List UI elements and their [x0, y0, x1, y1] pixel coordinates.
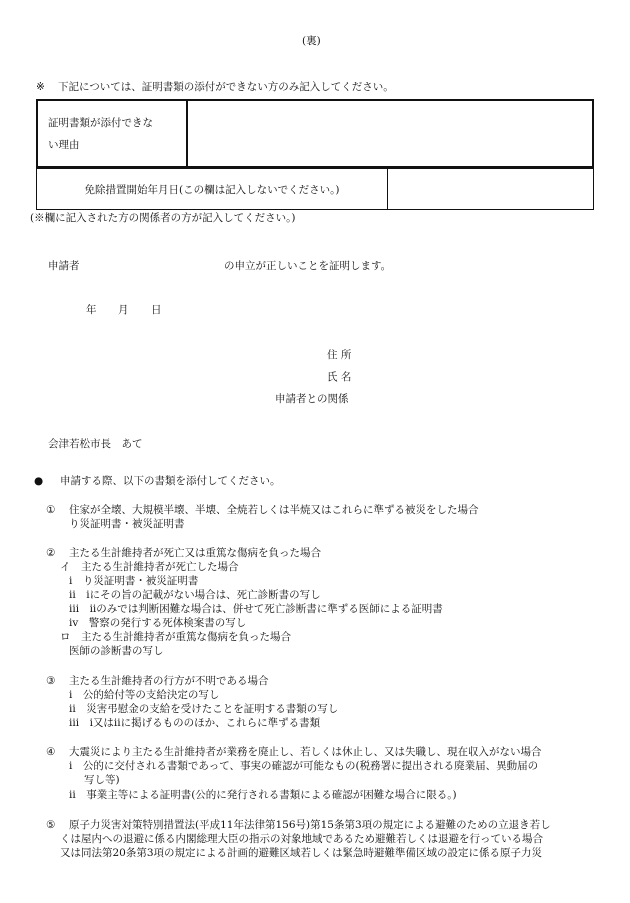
- year-label: 年: [86, 304, 97, 316]
- notice-text: 下記については、証明書類の添付ができない方のみ記入してください。: [58, 81, 394, 93]
- item1-line2: り災証明書・被災証明書: [69, 518, 185, 530]
- item2-number: ②: [46, 547, 56, 559]
- item2-i-sub2: ii iにその旨の記載がない場合は、死亡診断書の写し: [69, 589, 321, 601]
- reason-table: [36, 99, 594, 168]
- attachments-heading: 申請する際、以下の書類を添付してください。: [60, 475, 281, 487]
- reason-label-cell: [37, 100, 187, 167]
- exemption-table: [36, 168, 594, 210]
- reason-label-line1: 証明書類が添付できな: [48, 116, 153, 129]
- item2-line1: 主たる生計維持者が死亡又は重篤な傷病を負った場合: [69, 547, 321, 559]
- bullet-icon: ●: [34, 475, 44, 487]
- notice-mark: ※: [36, 81, 45, 93]
- item5-line3: 又は同法第20条第3項の規定による計画的避難区域若しくは緊急時避難準備区域の設定に係る原子力災: [60, 847, 543, 859]
- related-note: (※欄に記入された方の関係者の方が記入してください。): [30, 212, 296, 224]
- item4-sub-ii: ii 事業主等による証明書(公的に発行される書類による確認が困難な場合に限る。): [69, 789, 457, 801]
- item4-sub-i-line1: i 公的に交付される書類であって、事実の確認が可能なもの(税務署に提出される廃業届、異動届の: [69, 760, 539, 772]
- exemption-input-cell[interactable]: [388, 169, 594, 210]
- name-label: 氏 名: [327, 371, 352, 383]
- item2-i-sub4: iv 警察の発行する死体検案書の写し: [69, 617, 247, 629]
- exemption-label: 免除措置開始年月日(この欄は記入しないでください。): [37, 169, 388, 210]
- item5-number: ⑤: [46, 819, 56, 831]
- item2-i-sub3: iii iiのみでは判断困難な場合は、併せて死亡診断書に準ずる医師による証明書: [69, 603, 443, 615]
- item3-sub2: ii 災害弔慰金の支給を受けたことを証明する書類の写し: [69, 703, 339, 715]
- item1-line1: 住家が全壊、大規模半壊、半壊、全焼若しくは半焼又はこれらに準ずる被災をした場合: [69, 504, 479, 516]
- item5-line1: 原子力災害対策特別措置法(平成11年法律第156号)第15条第3項の規定による避難のための立退き若し: [69, 819, 551, 831]
- item2-ro-heading: ロ 主たる生計維持者が重篤な傷病を負った場合: [60, 631, 291, 643]
- page-side-label: (裏): [302, 35, 321, 47]
- addressee: 会津若松市長 あて: [48, 438, 143, 450]
- item3-sub1: i 公的給付等の支給決定の写し: [69, 689, 220, 701]
- item1-number: ①: [46, 504, 56, 516]
- item2-i-heading: イ 主たる生計維持者が死亡した場合: [60, 561, 239, 573]
- item3-line1: 主たる生計維持者の行方が不明である場合: [69, 675, 269, 687]
- applicant-label: 申請者: [48, 260, 80, 272]
- month-label: 月: [118, 304, 129, 316]
- item4-line1: 大震災により主たる生計維持者が業務を廃止し、若しくは休止し、又は失職し、現在収入がない場合: [69, 746, 542, 758]
- item3-sub3: iii i又はiiに掲げるもののほか、これらに準ずる書類: [69, 717, 321, 729]
- item2-i-sub1: i り災証明書・被災証明書: [69, 575, 199, 587]
- item3-number: ③: [46, 675, 56, 687]
- item4-sub-i-line2: 写し等): [84, 774, 120, 786]
- reason-input-cell[interactable]: [187, 100, 593, 167]
- certification-statement: の申立が正しいことを証明します。: [224, 260, 392, 272]
- item5-line2: くは屋内への退避に係る内閣総理大臣の指示の対象地域であるため避難若しくは退避を行っている場合: [60, 833, 543, 845]
- item2-ro-detail: 医師の診断書の写し: [69, 645, 164, 657]
- reason-label-line2: い理由: [48, 138, 80, 151]
- item4-number: ④: [46, 746, 56, 758]
- address-label: 住 所: [327, 349, 352, 361]
- day-label: 日: [151, 304, 162, 316]
- notice-line: [36, 79, 394, 94]
- relation-label: 申請者との関係: [275, 393, 349, 405]
